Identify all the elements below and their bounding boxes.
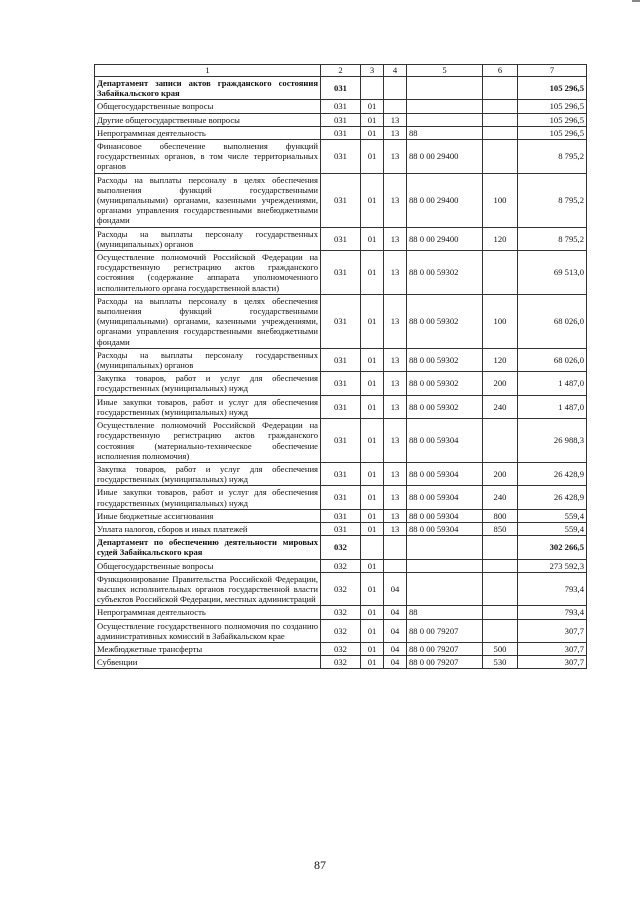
cell-target-article: 88 0 00 79207 bbox=[407, 656, 483, 669]
cell-section: 01 bbox=[361, 619, 384, 642]
cell-amount: 105 296,5 bbox=[518, 126, 587, 139]
cell-subsection: 04 bbox=[384, 606, 407, 619]
table-row bbox=[95, 462, 587, 485]
cell-expense-type bbox=[483, 113, 518, 126]
cell-amount: 69 513,0 bbox=[518, 251, 587, 295]
cell-name: Уплата налогов, сборов и иных платежей bbox=[95, 522, 321, 535]
cell-section: 01 bbox=[361, 606, 384, 619]
table-row bbox=[95, 559, 587, 572]
cell-subsection: 13 bbox=[384, 227, 407, 250]
cell-amount: 307,7 bbox=[518, 619, 587, 642]
table-row bbox=[95, 294, 587, 348]
table-row bbox=[95, 348, 587, 371]
cell-name: Межбюджетные трансферты bbox=[95, 642, 321, 655]
cell-name: Закупка товаров, работ и услуг для обеспечения государственных (муниципальных) нужд bbox=[95, 372, 321, 395]
cell-name: Непрограммная деятельность bbox=[95, 606, 321, 619]
cell-admin-code: 031 bbox=[321, 227, 361, 250]
cell-admin-code: 031 bbox=[321, 486, 361, 509]
cell-expense-type: 240 bbox=[483, 395, 518, 418]
cell-admin-code: 031 bbox=[321, 251, 361, 295]
cell-subsection bbox=[384, 559, 407, 572]
cell-section: 01 bbox=[361, 395, 384, 418]
cell-section: 01 bbox=[361, 251, 384, 295]
cell-amount: 273 592,3 bbox=[518, 559, 587, 572]
cell-amount: 8 795,2 bbox=[518, 140, 587, 174]
cell-amount: 68 026,0 bbox=[518, 294, 587, 348]
cell-target-article: 88 0 00 59304 bbox=[407, 419, 483, 463]
cell-section: 01 bbox=[361, 294, 384, 348]
cell-name: Субвенции bbox=[95, 656, 321, 669]
cell-amount: 8 795,2 bbox=[518, 227, 587, 250]
cell-subsection: 13 bbox=[384, 395, 407, 418]
cell-expense-type: 120 bbox=[483, 348, 518, 371]
cell-name: Расходы на выплаты персоналу государственных (муниципальных) органов bbox=[95, 348, 321, 371]
cell-expense-type: 100 bbox=[483, 173, 518, 227]
cell-subsection: 13 bbox=[384, 509, 407, 522]
page-number: 87 bbox=[314, 858, 326, 872]
cell-amount: 307,7 bbox=[518, 656, 587, 669]
cell-target-article: 88 0 00 29400 bbox=[407, 227, 483, 250]
cell-section: 01 bbox=[361, 372, 384, 395]
cell-admin-code: 032 bbox=[321, 606, 361, 619]
cell-expense-type bbox=[483, 140, 518, 174]
cell-name: Функционирование Правительства Российской Федерации, высших исполнительных органов государственной власти субъектов Российской Федерации, местных администраций bbox=[95, 572, 321, 606]
cell-name: Непрограммная деятельность bbox=[95, 126, 321, 139]
cell-name: Общегосударственные вопросы bbox=[95, 559, 321, 572]
table-row bbox=[95, 642, 587, 655]
cell-subsection: 04 bbox=[384, 656, 407, 669]
cell-section bbox=[361, 77, 384, 100]
cell-amount: 1 487,0 bbox=[518, 395, 587, 418]
budget-table-container bbox=[94, 64, 586, 669]
cell-admin-code: 031 bbox=[321, 77, 361, 100]
cell-amount: 26 428,9 bbox=[518, 486, 587, 509]
cell-expense-type: 100 bbox=[483, 294, 518, 348]
cell-admin-code: 031 bbox=[321, 173, 361, 227]
cell-target-article: 88 0 00 29400 bbox=[407, 173, 483, 227]
cell-name: Департамент записи актов гражданского состояния Забайкальского края bbox=[95, 77, 321, 100]
cell-section: 01 bbox=[361, 140, 384, 174]
cell-subsection: 13 bbox=[384, 173, 407, 227]
cell-section: 01 bbox=[361, 642, 384, 655]
cell-expense-type bbox=[483, 100, 518, 113]
scan-corner-mark bbox=[632, 0, 640, 2]
table-row bbox=[95, 77, 587, 100]
cell-admin-code: 031 bbox=[321, 140, 361, 174]
cell-name: Финансовое обеспечение выполнения функций государственных органов, в том числе территориальных органов bbox=[95, 140, 321, 174]
cell-admin-code: 032 bbox=[321, 656, 361, 669]
cell-subsection bbox=[384, 100, 407, 113]
cell-name: Общегосударственные вопросы bbox=[95, 100, 321, 113]
cell-target-article: 88 0 00 79207 bbox=[407, 642, 483, 655]
cell-amount: 26 988,3 bbox=[518, 419, 587, 463]
cell-amount: 559,4 bbox=[518, 522, 587, 535]
table-row bbox=[95, 572, 587, 606]
cell-amount: 105 296,5 bbox=[518, 77, 587, 100]
cell-target-article: 88 0 00 59304 bbox=[407, 509, 483, 522]
cell-expense-type bbox=[483, 606, 518, 619]
cell-subsection: 13 bbox=[384, 462, 407, 485]
cell-target-article bbox=[407, 77, 483, 100]
cell-amount: 302 266,5 bbox=[518, 536, 587, 559]
table-row bbox=[95, 419, 587, 463]
table-row bbox=[95, 251, 587, 295]
cell-name: Расходы на выплаты персоналу в целях обеспечения выполнения функций государственными (муниципальными) органами, казенными учреждениями, органами управления государственными внебюджетными фондами bbox=[95, 294, 321, 348]
cell-expense-type bbox=[483, 251, 518, 295]
cell-section: 01 bbox=[361, 126, 384, 139]
table-row bbox=[95, 395, 587, 418]
table-header-row bbox=[95, 65, 587, 77]
cell-expense-type bbox=[483, 536, 518, 559]
cell-admin-code: 032 bbox=[321, 642, 361, 655]
cell-target-article: 88 0 00 59304 bbox=[407, 462, 483, 485]
cell-amount: 307,7 bbox=[518, 642, 587, 655]
table-row bbox=[95, 486, 587, 509]
table-row bbox=[95, 372, 587, 395]
cell-admin-code: 032 bbox=[321, 572, 361, 606]
cell-name: Расходы на выплаты персоналу в целях обеспечения выполнения функций государственными (муниципальными) органами, казенными учреждениями, органами управления государственными внебюджетными фондами bbox=[95, 173, 321, 227]
cell-name: Иные закупки товаров, работ и услуг для обеспечения государственных (муниципальных) нужд bbox=[95, 395, 321, 418]
cell-expense-type bbox=[483, 419, 518, 463]
cell-name: Иные закупки товаров, работ и услуг для обеспечения государственных (муниципальных) нужд bbox=[95, 486, 321, 509]
cell-admin-code: 031 bbox=[321, 348, 361, 371]
cell-target-article: 88 bbox=[407, 606, 483, 619]
cell-name: Закупка товаров, работ и услуг для обеспечения государственных (муниципальных) нужд bbox=[95, 462, 321, 485]
header-col-4: 4 bbox=[384, 65, 407, 77]
cell-target-article bbox=[407, 572, 483, 606]
table-row bbox=[95, 126, 587, 139]
cell-admin-code: 031 bbox=[321, 395, 361, 418]
cell-name: Другие общегосударственные вопросы bbox=[95, 113, 321, 126]
cell-name: Осуществление полномочий Российской Федерации на государственную регистрацию актов гражданского состояния (материально-техническое обеспечение исполнения полномочия) bbox=[95, 419, 321, 463]
header-col-7: 7 bbox=[518, 65, 587, 77]
cell-subsection: 13 bbox=[384, 251, 407, 295]
table-body bbox=[95, 77, 587, 669]
cell-section: 01 bbox=[361, 227, 384, 250]
cell-section: 01 bbox=[361, 462, 384, 485]
cell-expense-type: 200 bbox=[483, 372, 518, 395]
cell-target-article: 88 0 00 59302 bbox=[407, 294, 483, 348]
cell-subsection: 13 bbox=[384, 348, 407, 371]
cell-admin-code: 031 bbox=[321, 126, 361, 139]
cell-subsection: 04 bbox=[384, 619, 407, 642]
cell-subsection: 13 bbox=[384, 294, 407, 348]
cell-target-article: 88 0 00 59302 bbox=[407, 348, 483, 371]
table-row bbox=[95, 522, 587, 535]
cell-target-article: 88 0 00 29400 bbox=[407, 140, 483, 174]
cell-name: Расходы на выплаты персоналу государственных (муниципальных) органов bbox=[95, 227, 321, 250]
cell-target-article: 88 0 00 59304 bbox=[407, 522, 483, 535]
header-col-5: 5 bbox=[407, 65, 483, 77]
cell-admin-code: 032 bbox=[321, 559, 361, 572]
cell-target-article: 88 0 00 59304 bbox=[407, 486, 483, 509]
cell-admin-code: 031 bbox=[321, 100, 361, 113]
cell-expense-type: 530 bbox=[483, 656, 518, 669]
cell-expense-type bbox=[483, 126, 518, 139]
cell-subsection bbox=[384, 77, 407, 100]
cell-section: 01 bbox=[361, 419, 384, 463]
cell-expense-type: 850 bbox=[483, 522, 518, 535]
cell-target-article: 88 0 00 59302 bbox=[407, 251, 483, 295]
cell-amount: 559,4 bbox=[518, 509, 587, 522]
cell-subsection: 13 bbox=[384, 126, 407, 139]
cell-amount: 8 795,2 bbox=[518, 173, 587, 227]
cell-target-article: 88 0 00 79207 bbox=[407, 619, 483, 642]
table-row bbox=[95, 100, 587, 113]
cell-subsection: 13 bbox=[384, 140, 407, 174]
header-col-1: 1 bbox=[95, 65, 321, 77]
cell-amount: 68 026,0 bbox=[518, 348, 587, 371]
cell-section: 01 bbox=[361, 572, 384, 606]
cell-admin-code: 031 bbox=[321, 113, 361, 126]
cell-section: 01 bbox=[361, 486, 384, 509]
cell-target-article: 88 bbox=[407, 126, 483, 139]
cell-subsection bbox=[384, 536, 407, 559]
cell-subsection: 13 bbox=[384, 486, 407, 509]
cell-target-article: 88 0 00 59302 bbox=[407, 372, 483, 395]
cell-expense-type bbox=[483, 77, 518, 100]
table-row bbox=[95, 113, 587, 126]
cell-section: 01 bbox=[361, 656, 384, 669]
cell-section: 01 bbox=[361, 100, 384, 113]
cell-amount: 1 487,0 bbox=[518, 372, 587, 395]
cell-amount: 793,4 bbox=[518, 606, 587, 619]
cell-name: Осуществление полномочий Российской Федерации на государственную регистрацию актов гражданского состояния (содержание аппарата уполномоченного исполнительного органа государственной власти) bbox=[95, 251, 321, 295]
table-row bbox=[95, 656, 587, 669]
cell-name: Департамент по обеспечению деятельности мировых судей Забайкальского края bbox=[95, 536, 321, 559]
cell-admin-code: 031 bbox=[321, 522, 361, 535]
table-row bbox=[95, 227, 587, 250]
cell-expense-type bbox=[483, 559, 518, 572]
cell-expense-type bbox=[483, 572, 518, 606]
cell-amount: 793,4 bbox=[518, 572, 587, 606]
cell-section: 01 bbox=[361, 509, 384, 522]
table-row bbox=[95, 606, 587, 619]
cell-admin-code: 032 bbox=[321, 536, 361, 559]
cell-target-article bbox=[407, 536, 483, 559]
cell-subsection: 04 bbox=[384, 572, 407, 606]
cell-subsection: 13 bbox=[384, 419, 407, 463]
header-col-2: 2 bbox=[321, 65, 361, 77]
cell-expense-type: 120 bbox=[483, 227, 518, 250]
cell-name: Иные бюджетные ассигнования bbox=[95, 509, 321, 522]
cell-target-article: 88 0 00 59302 bbox=[407, 395, 483, 418]
cell-expense-type: 200 bbox=[483, 462, 518, 485]
cell-section: 01 bbox=[361, 522, 384, 535]
cell-subsection: 13 bbox=[384, 113, 407, 126]
header-col-6: 6 bbox=[483, 65, 518, 77]
cell-expense-type: 800 bbox=[483, 509, 518, 522]
cell-expense-type: 240 bbox=[483, 486, 518, 509]
cell-section: 01 bbox=[361, 113, 384, 126]
cell-section: 01 bbox=[361, 173, 384, 227]
cell-admin-code: 032 bbox=[321, 619, 361, 642]
cell-subsection: 13 bbox=[384, 372, 407, 395]
cell-section: 01 bbox=[361, 559, 384, 572]
table-row bbox=[95, 509, 587, 522]
cell-admin-code: 031 bbox=[321, 462, 361, 485]
cell-amount: 105 296,5 bbox=[518, 100, 587, 113]
cell-admin-code: 031 bbox=[321, 294, 361, 348]
cell-amount: 105 296,5 bbox=[518, 113, 587, 126]
cell-expense-type: 500 bbox=[483, 642, 518, 655]
cell-section bbox=[361, 536, 384, 559]
cell-target-article bbox=[407, 100, 483, 113]
budget-table bbox=[94, 64, 587, 669]
cell-target-article bbox=[407, 113, 483, 126]
table-row bbox=[95, 619, 587, 642]
cell-admin-code: 031 bbox=[321, 372, 361, 395]
cell-amount: 26 428,9 bbox=[518, 462, 587, 485]
cell-expense-type bbox=[483, 619, 518, 642]
cell-admin-code: 031 bbox=[321, 509, 361, 522]
cell-admin-code: 031 bbox=[321, 419, 361, 463]
table-row bbox=[95, 140, 587, 174]
cell-name: Осуществление государственного полномочия по созданию административных комиссий в Забайкальском крае bbox=[95, 619, 321, 642]
header-col-3: 3 bbox=[361, 65, 384, 77]
cell-subsection: 04 bbox=[384, 642, 407, 655]
table-row bbox=[95, 173, 587, 227]
table-row bbox=[95, 536, 587, 559]
cell-subsection: 13 bbox=[384, 522, 407, 535]
cell-section: 01 bbox=[361, 348, 384, 371]
cell-target-article bbox=[407, 559, 483, 572]
